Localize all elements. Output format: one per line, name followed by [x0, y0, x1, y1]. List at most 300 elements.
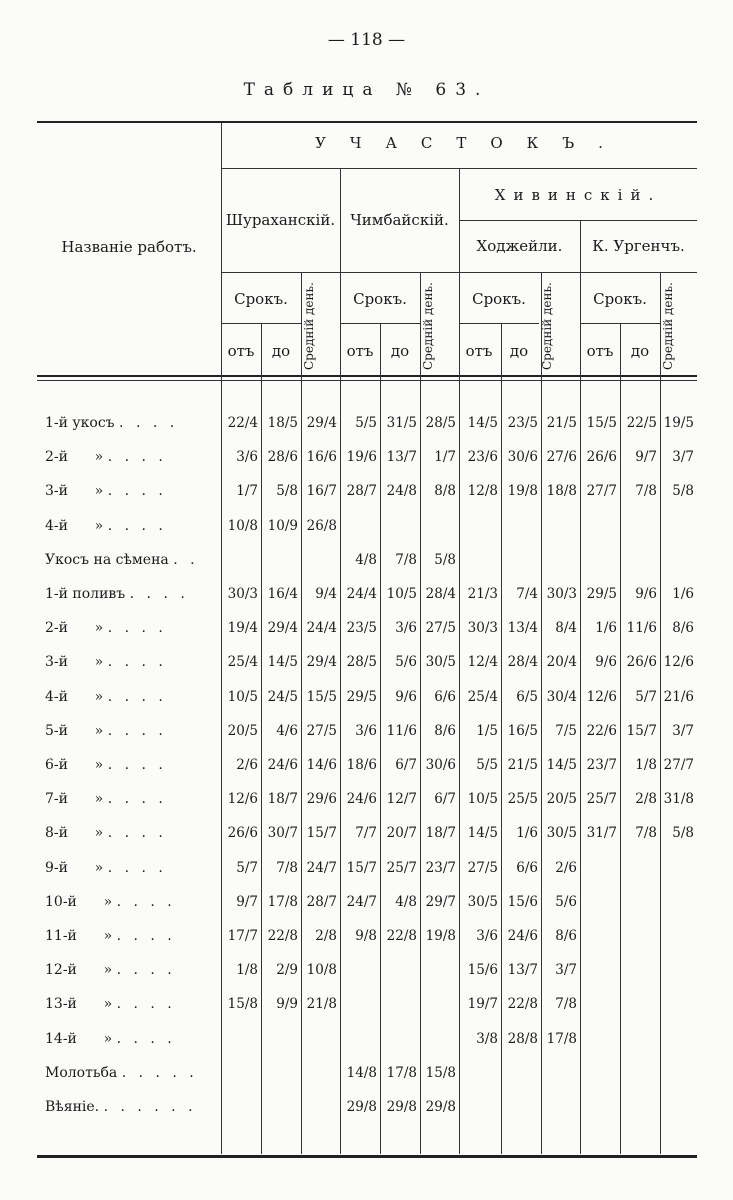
table-cell: 2/6	[236, 757, 258, 773]
table-cell: 5/7	[635, 688, 657, 705]
table-cell	[660, 1056, 697, 1090]
header-ot: отъ	[346, 342, 374, 360]
table-cell: 10/5	[227, 688, 258, 705]
table-cell	[580, 543, 620, 577]
header-rule	[459, 220, 697, 221]
table-cell: 22/8	[507, 996, 538, 1013]
table-cell	[580, 1090, 620, 1124]
table-cell: 6/7	[395, 757, 417, 773]
table-row	[37, 1090, 697, 1124]
table-cell: 24/4	[346, 586, 377, 602]
row-name: 4-й »	[45, 517, 108, 534]
table-cell	[261, 543, 301, 577]
table-cell: 1/5	[476, 722, 498, 739]
table-cell	[541, 1056, 580, 1090]
table-cell: 27/7	[586, 483, 617, 500]
table-cell	[459, 509, 501, 543]
table-row	[37, 577, 697, 611]
row-label	[45, 714, 220, 748]
table-cell: 20/7	[386, 825, 417, 842]
table-cell: 24/6	[267, 757, 298, 773]
row-label	[45, 885, 220, 919]
table-cell: 25/4	[227, 654, 258, 671]
table-cell	[660, 1022, 697, 1056]
table-cell: 4/8	[395, 893, 417, 910]
table-row	[37, 816, 697, 850]
header-uchastok: УЧАСТОКЪ.	[315, 134, 627, 152]
table-cell: 21/5	[507, 757, 538, 773]
table-cell: 9/4	[315, 586, 337, 602]
table-cell: 31/5	[386, 415, 417, 431]
table-cell	[541, 543, 580, 577]
table-cell: 21/5	[546, 415, 577, 431]
table-row	[37, 474, 697, 508]
table-cell: 29/8	[425, 1099, 456, 1115]
leader-dots: . . . .	[116, 962, 176, 979]
table-row	[37, 509, 697, 543]
row-label	[45, 816, 220, 850]
table-cell: 22/8	[386, 928, 417, 944]
row-name: 6-й »	[45, 757, 108, 773]
table-cell: 8/6	[555, 928, 577, 944]
table-cell: 3/6	[476, 928, 498, 944]
leader-dots: . . . .	[116, 893, 176, 910]
table-row	[37, 1022, 697, 1056]
table-cell: 9/9	[276, 996, 298, 1013]
table-cell: 15/5	[586, 415, 617, 431]
table-cell	[660, 885, 697, 919]
table-cell: 3/7	[555, 962, 577, 979]
table-cell: 5/7	[236, 859, 258, 876]
table-cell: 30/4	[546, 688, 577, 705]
row-label	[45, 440, 220, 474]
table-cell: 5/5	[355, 415, 377, 431]
table-cell	[620, 851, 660, 885]
row-name: Укосъ на сѣмена	[45, 551, 174, 568]
table-row	[37, 714, 697, 748]
table-cell: 30/3	[546, 586, 577, 602]
table-cell	[580, 509, 620, 543]
table-cell	[420, 953, 459, 987]
table-cell: 23/7	[586, 757, 617, 773]
table-cell	[620, 543, 660, 577]
table-cell: 25/4	[467, 688, 498, 705]
table-cell: 3/6	[355, 722, 377, 739]
leader-dots: . . . .	[107, 791, 167, 808]
table-cell: 3/7	[672, 722, 694, 739]
table-cell: 1/6	[595, 620, 617, 637]
table-row	[37, 885, 697, 919]
header-ot: отъ	[465, 342, 493, 360]
table-cell: 24/5	[267, 688, 298, 705]
table-cell	[620, 1022, 660, 1056]
leader-dots: . . . .	[116, 1030, 176, 1047]
table-cell	[660, 543, 697, 577]
table-cell: 20/5	[546, 791, 577, 808]
header-khodzheyli: Ходжейли.	[476, 237, 563, 255]
table-cell: 17/8	[267, 893, 298, 910]
table-cell: 27/6	[546, 449, 577, 466]
table-cell: 7/8	[555, 996, 577, 1013]
table-cell	[340, 1022, 380, 1056]
table-cell: 14/8	[346, 1064, 377, 1081]
table-cell: 9/6	[635, 586, 657, 602]
table-cell: 11/6	[626, 620, 657, 637]
table-cell: 12/7	[386, 791, 417, 808]
header-separator	[37, 375, 697, 377]
table-cell: 17/8	[386, 1064, 417, 1081]
leader-dots: . . . .	[107, 825, 167, 842]
table-row	[37, 919, 697, 953]
table-cell	[660, 509, 697, 543]
table-cell: 15/6	[507, 893, 538, 910]
table-cell: 23/5	[346, 620, 377, 637]
table-cell: 2/9	[276, 962, 298, 979]
table-cell: 30/6	[507, 449, 538, 466]
table-cell: 31/7	[586, 825, 617, 842]
table-cell: 24/6	[507, 928, 538, 944]
table-cell: 27/5	[467, 859, 498, 876]
table-cell	[380, 953, 420, 987]
table-cell: 9/6	[395, 688, 417, 705]
row-label	[45, 953, 220, 987]
table-cell: 25/5	[507, 791, 538, 808]
table-cell	[221, 1056, 261, 1090]
table-cell: 30/5	[546, 825, 577, 842]
table-cell: 10/5	[467, 791, 498, 808]
table-cell: 16/7	[306, 483, 337, 500]
row-label	[45, 919, 220, 953]
table-cell: 7/7	[355, 825, 377, 842]
table-cell: 14/6	[306, 757, 337, 773]
row-name: 3-й »	[45, 483, 108, 500]
header-shurakhan: Шураханскій.	[225, 211, 336, 229]
table-cell: 10/8	[227, 517, 258, 534]
table-row	[37, 543, 697, 577]
table-cell: 24/6	[346, 791, 377, 808]
row-name: 11-й »	[45, 928, 117, 944]
header-ot: отъ	[586, 342, 614, 360]
table-cell	[580, 919, 620, 953]
table-cell	[660, 953, 697, 987]
table-cell: 8/4	[555, 620, 577, 637]
table-cell: 19/8	[507, 483, 538, 500]
header-do: до	[509, 342, 529, 360]
row-name: 1-й укосъ	[45, 415, 120, 431]
table-cell: 14/5	[467, 415, 498, 431]
table-cell: 25/7	[386, 859, 417, 876]
table-cell: 30/3	[467, 620, 498, 637]
row-label	[45, 645, 220, 679]
table-cell: 26/6	[626, 654, 657, 671]
table-cell: 23/7	[425, 859, 456, 876]
table-cell: 15/7	[346, 859, 377, 876]
table-cell: 2/8	[635, 791, 657, 808]
table-cell: 7/8	[635, 483, 657, 500]
table-cell: 1/6	[672, 586, 694, 602]
table-cell: 24/8	[386, 483, 417, 500]
row-label	[45, 748, 220, 782]
row-name: 2-й »	[45, 449, 108, 466]
table-cell: 5/8	[276, 483, 298, 500]
table-cell: 2/8	[315, 928, 337, 944]
table-cell: 12/6	[663, 654, 694, 671]
leader-dots: . . . .	[107, 654, 167, 671]
table-cell: 28/4	[507, 654, 538, 671]
table-cell: 1/7	[236, 483, 258, 500]
header-sredniy-den: Средній день.	[661, 282, 675, 370]
table-cell: 8/8	[434, 483, 456, 500]
leader-dots: . . . .	[107, 688, 167, 705]
table-cell: 30/5	[467, 893, 498, 910]
table-cell: 18/7	[267, 791, 298, 808]
table-cell: 3/8	[476, 1030, 498, 1047]
table-cell: 7/4	[516, 586, 538, 602]
table-cell	[301, 1022, 340, 1056]
table-row	[37, 953, 697, 987]
row-label	[45, 611, 220, 645]
table-cell	[221, 1090, 261, 1124]
row-name: 2-й »	[45, 620, 108, 637]
row-name: 1-й поливъ	[45, 586, 130, 602]
table-cell: 1/8	[635, 757, 657, 773]
table-cell	[580, 953, 620, 987]
header-rule	[459, 323, 539, 324]
table-cell: 26/8	[306, 517, 337, 534]
table-cell: 4/6	[276, 722, 298, 739]
table-cell: 29/8	[386, 1099, 417, 1115]
table-cell: 21/3	[467, 586, 498, 602]
table-cell	[301, 543, 340, 577]
table-row	[37, 987, 697, 1021]
table-cell: 6/5	[516, 688, 538, 705]
leader-dots: . . . . .	[121, 1064, 198, 1081]
header-do: до	[630, 342, 650, 360]
row-label	[45, 680, 220, 714]
table-cell	[541, 509, 580, 543]
header-do: до	[271, 342, 291, 360]
header-srok: Срокъ.	[593, 290, 647, 308]
table-cell: 3/6	[236, 449, 258, 466]
table-cell	[660, 987, 697, 1021]
table-cell	[340, 987, 380, 1021]
header-khiva: Хивинскій.	[494, 186, 662, 204]
table-cell	[380, 1022, 420, 1056]
header-name-of-works: Названіе работъ.	[61, 238, 197, 256]
leader-dots: . . . .	[119, 415, 179, 431]
table-cell: 29/6	[306, 791, 337, 808]
header-k-urgench: К. Ургенчъ.	[592, 237, 685, 255]
table-cell: 17/8	[546, 1030, 577, 1047]
table-cell: 9/6	[595, 654, 617, 671]
table-cell	[459, 543, 501, 577]
table-cell: 14/5	[546, 757, 577, 773]
table-cell: 7/8	[635, 825, 657, 842]
table-cell: 1/7	[434, 449, 456, 466]
table-cell	[380, 987, 420, 1021]
table-cell	[541, 1090, 580, 1124]
table-cell: 16/6	[306, 449, 337, 466]
table-cell: 13/4	[507, 620, 538, 637]
table-cell: 8/6	[434, 722, 456, 739]
leader-dots: . . . .	[107, 517, 167, 534]
row-label	[45, 1090, 220, 1124]
table-row	[37, 748, 697, 782]
table-cell: 29/4	[306, 654, 337, 671]
table-cell	[501, 1056, 541, 1090]
table-cell: 21/8	[306, 996, 337, 1013]
row-name: 4-й »	[45, 688, 108, 705]
header-sredniy-den: Средній день.	[421, 282, 435, 370]
table-cell	[340, 509, 380, 543]
table-cell: 10/5	[386, 586, 417, 602]
row-name: 8-й »	[45, 825, 108, 842]
table-cell: 25/7	[586, 791, 617, 808]
leader-dots: . . . .	[107, 859, 167, 876]
row-label	[45, 577, 220, 611]
table-cell: 23/5	[507, 415, 538, 431]
table-cell	[420, 987, 459, 1021]
table-cell	[459, 1090, 501, 1124]
row-name: Вѣяніе.	[45, 1099, 104, 1115]
header-separator	[37, 380, 697, 381]
table-cell: 4/8	[355, 551, 377, 568]
table-cell: 19/8	[425, 928, 456, 944]
table-cell	[459, 1056, 501, 1090]
table-cell: 22/8	[267, 928, 298, 944]
table-cell: 5/6	[395, 654, 417, 671]
table-cell	[620, 1056, 660, 1090]
leader-dots: . . . .	[107, 483, 167, 500]
table-cell: 30/5	[425, 654, 456, 671]
row-label	[45, 406, 220, 440]
row-name: 13-й »	[45, 996, 117, 1013]
table-cell: 29/4	[306, 415, 337, 431]
row-label	[45, 987, 220, 1021]
table-cell: 2/6	[555, 859, 577, 876]
header-srok: Срокъ.	[472, 290, 526, 308]
table-cell: 28/4	[425, 586, 456, 602]
row-name: 7-й »	[45, 791, 108, 808]
table-cell: 22/4	[227, 415, 258, 431]
table-cell	[301, 1090, 340, 1124]
leader-dots: . . . . . .	[103, 1099, 197, 1115]
table-cell	[620, 919, 660, 953]
table-cell	[501, 1090, 541, 1124]
table-cell: 26/6	[227, 825, 258, 842]
table-cell: 17/7	[227, 928, 258, 944]
table-cell: 5/5	[476, 757, 498, 773]
table-cell: 6/6	[434, 688, 456, 705]
table-cell: 28/6	[267, 449, 298, 466]
table-cell: 14/5	[467, 825, 498, 842]
table-cell: 15/8	[227, 996, 258, 1013]
table-cell: 15/5	[306, 688, 337, 705]
table-cell: 15/6	[467, 962, 498, 979]
table-cell: 7/8	[276, 859, 298, 876]
table-cell: 5/8	[672, 825, 694, 842]
leader-dots: . . . .	[107, 757, 167, 773]
table-cell	[261, 1090, 301, 1124]
table-cell: 16/4	[267, 586, 298, 602]
table-row	[37, 1056, 697, 1090]
table-cell: 27/5	[306, 722, 337, 739]
row-name: 10-й »	[45, 893, 117, 910]
table-cell: 6/7	[434, 791, 456, 808]
header-srok: Срокъ.	[234, 290, 288, 308]
row-name: 9-й »	[45, 859, 108, 876]
table-cell: 29/8	[346, 1099, 377, 1115]
table-cell	[660, 1090, 697, 1124]
table-cell: 9/8	[355, 928, 377, 944]
table-cell	[580, 987, 620, 1021]
table-cell: 21/6	[663, 688, 694, 705]
table-row	[37, 645, 697, 679]
table-cell: 20/5	[227, 722, 258, 739]
table-cell: 29/4	[267, 620, 298, 637]
table-cell	[620, 1090, 660, 1124]
table-cell: 18/5	[267, 415, 298, 431]
table-cell	[301, 1056, 340, 1090]
leader-dots: . . . .	[107, 722, 167, 739]
table-title: Таблица № 63.	[243, 80, 490, 100]
table-cell: 10/8	[306, 962, 337, 979]
table-row	[37, 680, 697, 714]
table-cell: 14/5	[267, 654, 298, 671]
table-cell: 22/6	[586, 722, 617, 739]
table-cell: 28/7	[346, 483, 377, 500]
leader-dots: . . . .	[129, 586, 189, 602]
table-cell: 18/8	[546, 483, 577, 500]
table-cell: 27/5	[425, 620, 456, 637]
table-cell	[580, 1022, 620, 1056]
table-cell: 10/9	[267, 517, 298, 534]
table-cell: 31/8	[663, 791, 694, 808]
row-label	[45, 782, 220, 816]
table-cell: 18/6	[346, 757, 377, 773]
table-cell	[501, 509, 541, 543]
table-cell: 29/5	[586, 586, 617, 602]
table-cell	[620, 953, 660, 987]
table-cell: 24/4	[306, 620, 337, 637]
table-cell: 23/6	[467, 449, 498, 466]
table-cell	[221, 543, 261, 577]
header-ot: отъ	[227, 342, 255, 360]
header-chimbay: Чимбайскій.	[350, 211, 449, 229]
table-cell: 7/5	[555, 722, 577, 739]
table-cell	[420, 509, 459, 543]
table-cell	[340, 953, 380, 987]
header-sredniy-den: Средній день.	[302, 282, 316, 370]
table-cell: 19/7	[467, 996, 498, 1013]
table-cell: 28/7	[306, 893, 337, 910]
row-label	[45, 543, 220, 577]
table-cell	[221, 1022, 261, 1056]
row-name: 14-й »	[45, 1030, 117, 1047]
row-name: 5-й »	[45, 722, 108, 739]
table-cell: 13/7	[507, 962, 538, 979]
header-srok: Срокъ.	[353, 290, 407, 308]
leader-dots: . . . .	[116, 996, 176, 1013]
table-cell	[261, 1056, 301, 1090]
table-row	[37, 406, 697, 440]
table-row	[37, 851, 697, 885]
table-row	[37, 611, 697, 645]
table-cell: 5/8	[672, 483, 694, 500]
table-cell	[580, 885, 620, 919]
leader-dots: . . . .	[107, 449, 167, 466]
table-cell: 19/6	[346, 449, 377, 466]
